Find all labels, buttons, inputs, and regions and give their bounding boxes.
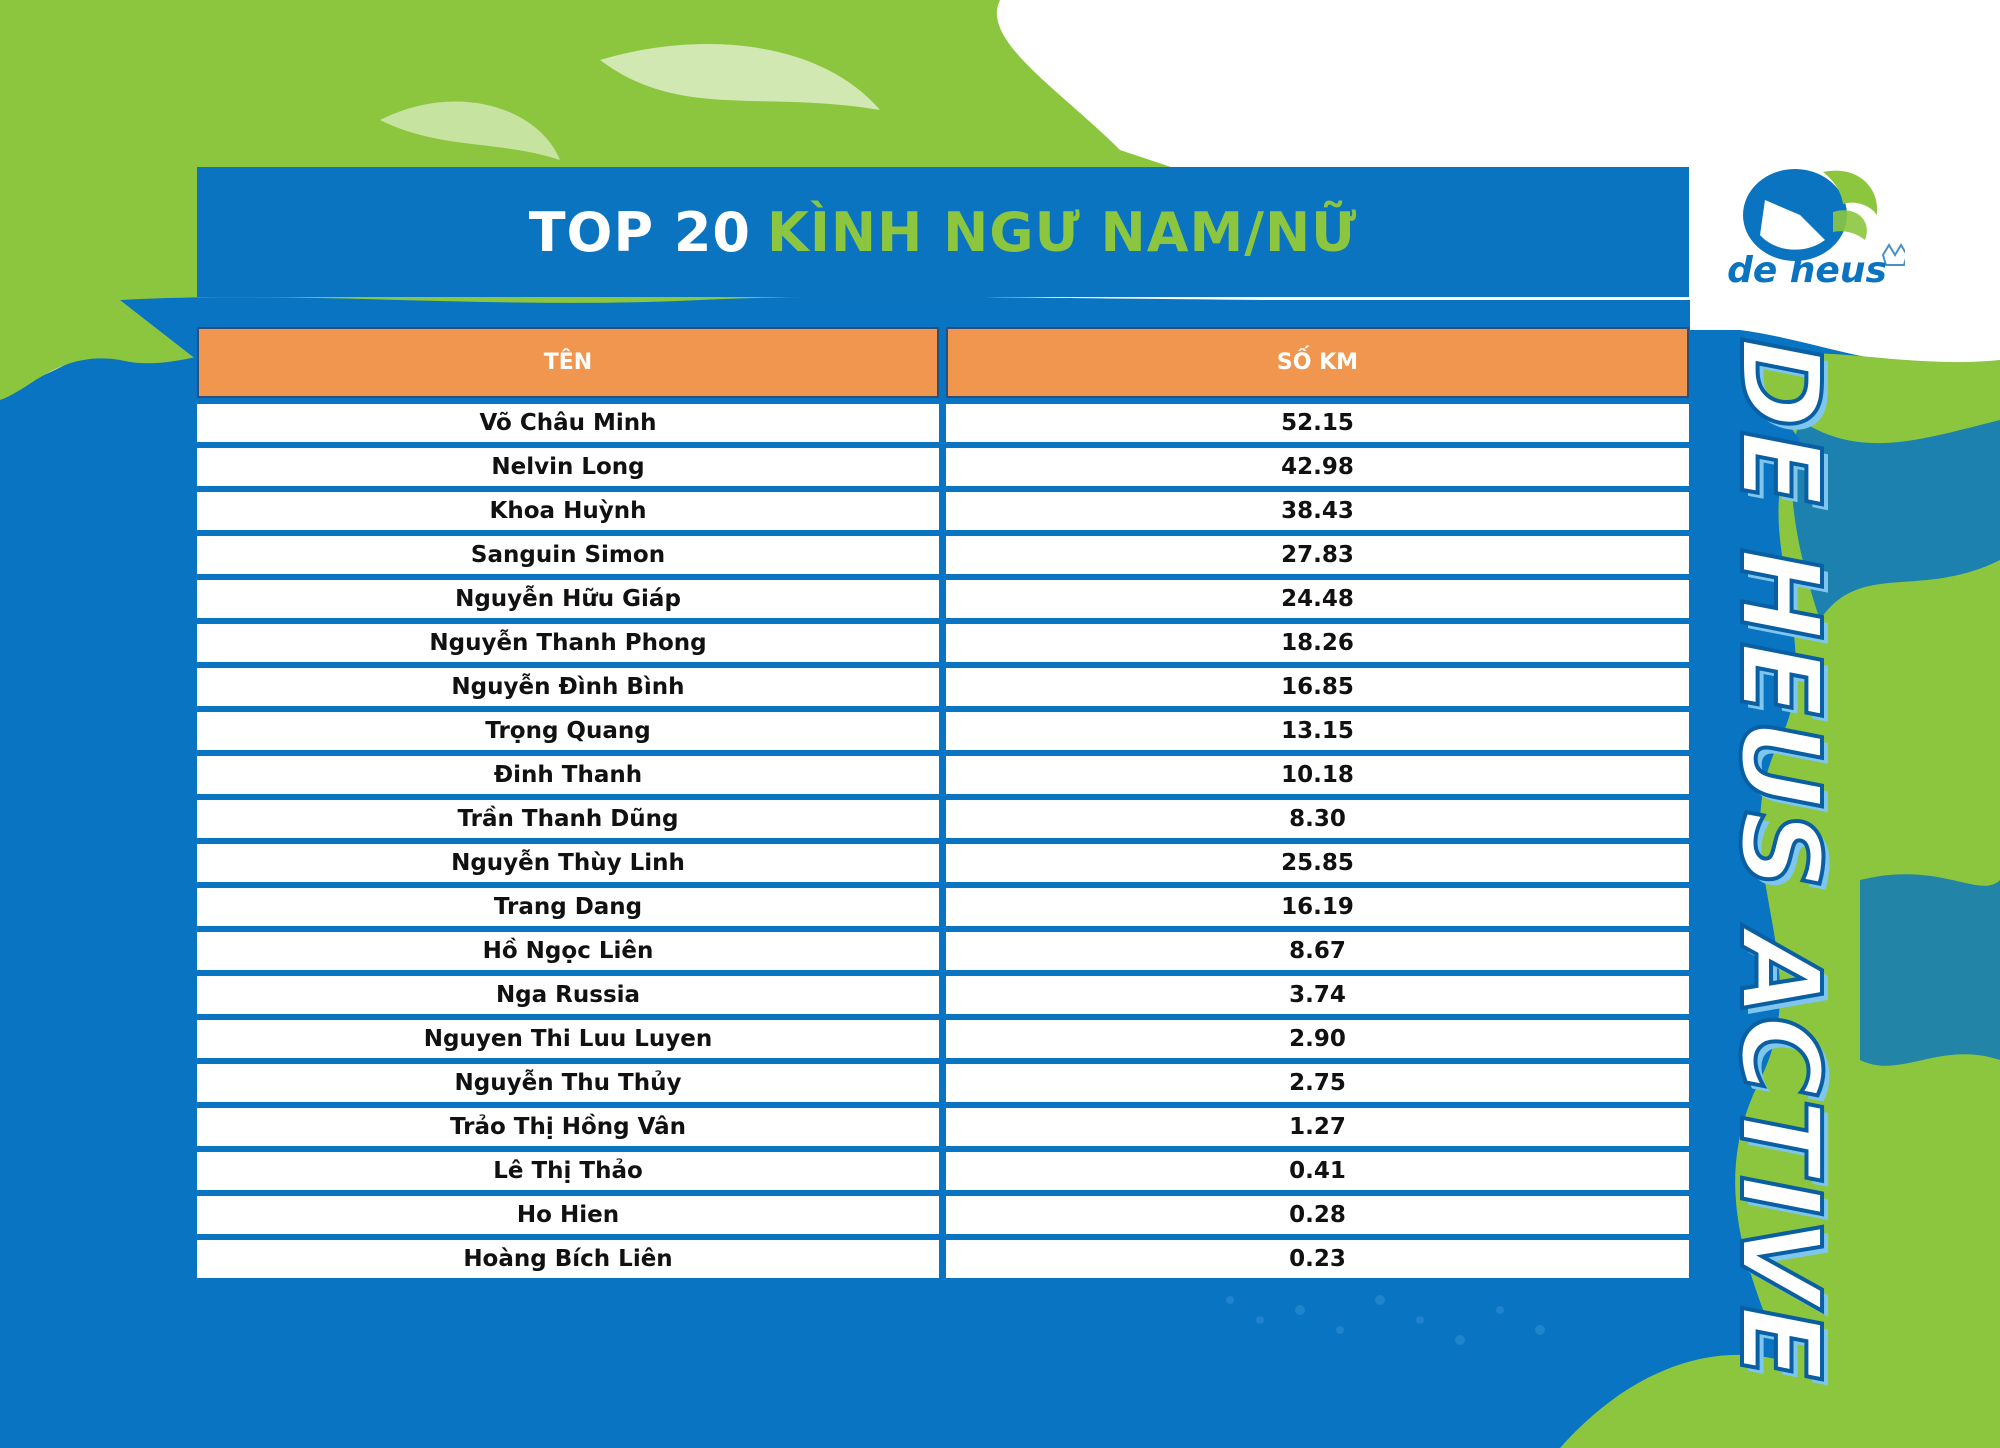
- row-name: Nguyễn Thanh Phong: [197, 624, 939, 662]
- table-row: [197, 404, 1689, 442]
- row-km: 0.28: [946, 1196, 1689, 1234]
- row-name: Khoa Huỳnh: [197, 492, 939, 530]
- row-km: 2.90: [946, 1020, 1689, 1058]
- row-name: Hồ Ngọc Liên: [197, 932, 939, 970]
- header-km: SỐ KM: [946, 327, 1689, 398]
- table-row: [197, 1152, 1689, 1190]
- row-name: Nguyễn Đình Bình: [197, 668, 939, 706]
- table-row: [197, 844, 1689, 882]
- row-name: Võ Châu Minh: [197, 404, 939, 442]
- row-name: Hoàng Bích Liên: [197, 1240, 939, 1278]
- table-row: [197, 668, 1689, 706]
- row-km: 16.19: [946, 888, 1689, 926]
- row-name: Nga Russia: [197, 976, 939, 1014]
- table-row: [197, 580, 1689, 618]
- row-km: 2.75: [946, 1064, 1689, 1102]
- row-name: Nelvin Long: [197, 448, 939, 486]
- table-body: [197, 404, 1689, 1278]
- table-row: [197, 448, 1689, 486]
- row-name: Trảo Thị Hồng Vân: [197, 1108, 939, 1146]
- table-row: [197, 712, 1689, 750]
- table-row: [197, 492, 1689, 530]
- row-km: 52.15: [946, 404, 1689, 442]
- table-row: [197, 1064, 1689, 1102]
- table-row: [197, 1108, 1689, 1146]
- row-km: 1.27: [946, 1108, 1689, 1146]
- row-km: 16.85: [946, 668, 1689, 706]
- row-name: Nguyen Thi Luu Luyen: [197, 1020, 939, 1058]
- table-row: [197, 756, 1689, 794]
- row-km: 13.15: [946, 712, 1689, 750]
- title-banner: [197, 167, 1689, 297]
- row-km: 18.26: [946, 624, 1689, 662]
- table-row: [197, 1020, 1689, 1058]
- table-row: [197, 976, 1689, 1014]
- row-km: 25.85: [946, 844, 1689, 882]
- row-km: 0.41: [946, 1152, 1689, 1190]
- row-km: 38.43: [946, 492, 1689, 530]
- row-name: Ho Hien: [197, 1196, 939, 1234]
- row-name: Nguyễn Hữu Giáp: [197, 580, 939, 618]
- row-km: 0.23: [946, 1240, 1689, 1278]
- leaderboard-table: [197, 327, 1689, 1278]
- header-name: TÊN: [197, 327, 939, 398]
- table-row: [197, 800, 1689, 838]
- row-km: 8.67: [946, 932, 1689, 970]
- table-row: [197, 1240, 1689, 1278]
- row-name: Trần Thanh Dũng: [197, 800, 939, 838]
- vertical-brand-text: DE HEUS ACTIVE: [1716, 337, 1844, 1383]
- row-km: 27.83: [946, 536, 1689, 574]
- row-km: 10.18: [946, 756, 1689, 794]
- table-header: [197, 327, 1689, 398]
- de-heus-logo-icon: [1705, 160, 1905, 330]
- row-name: Trang Dang: [197, 888, 939, 926]
- table-row: [197, 536, 1689, 574]
- table-row: [197, 624, 1689, 662]
- row-name: Sanguin Simon: [197, 536, 939, 574]
- title-part-1: TOP 20: [528, 200, 751, 264]
- row-km: 42.98: [946, 448, 1689, 486]
- logo-text: de heus: [1727, 250, 1887, 291]
- table-row: [197, 1196, 1689, 1234]
- row-km: 24.48: [946, 580, 1689, 618]
- row-name: Đinh Thanh: [197, 756, 939, 794]
- row-name: Nguyễn Thu Thủy: [197, 1064, 939, 1102]
- title-part-2: KÌNH NGƯ NAM/NỮ: [766, 200, 1358, 264]
- row-name: Trọng Quang: [197, 712, 939, 750]
- table-row: [197, 888, 1689, 926]
- row-km: 3.74: [946, 976, 1689, 1014]
- table-row: [197, 932, 1689, 970]
- row-km: 8.30: [946, 800, 1689, 838]
- row-name: Lê Thị Thảo: [197, 1152, 939, 1190]
- row-name: Nguyễn Thùy Linh: [197, 844, 939, 882]
